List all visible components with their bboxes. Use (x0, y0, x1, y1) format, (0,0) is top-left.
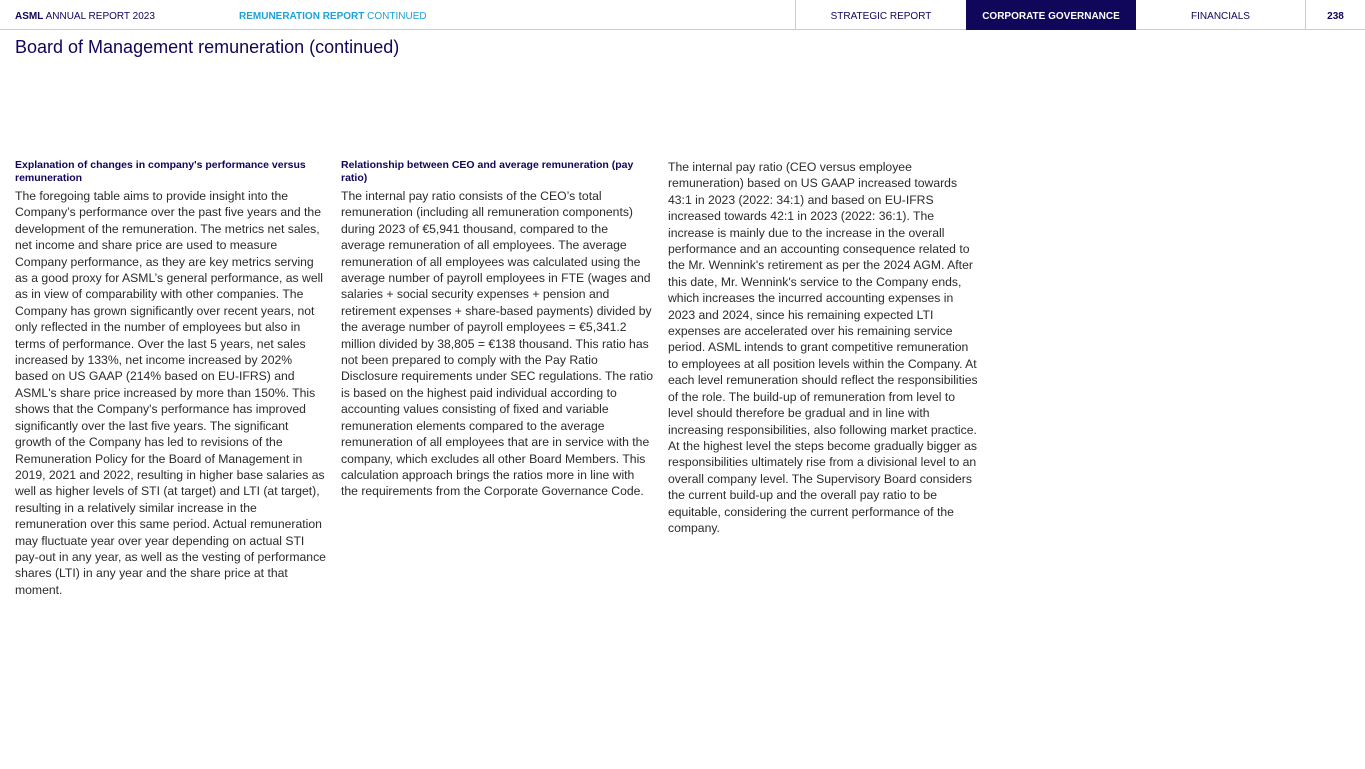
page-number: 238 (1327, 11, 1344, 22)
top-navigation-bar (0, 0, 1365, 30)
column-body: The internal pay ratio consists of the CEO’s total remuneration (including all remuneration components) during 2023 of €5,941 thousand, compared to the average remuneration of all employees. The average remuneration of all employees was calculated using the average number of payroll employees in FTE (wages and salaries + social security expenses + pension and retirement expenses + share-based payments) divided by the average number of payroll employees = €5,341.2 million divided by 38,805 = €138 thousand. This ratio has not been prepared to comply with the Pay Ratio Disclosure requirements under SEC regulations. The ratio is based on the highest paid individual according to accounting values consisting of fixed and variable remuneration elements compared to the average remuneration of all employees that are in service with the company, which excludes all other Board Members. This calculation approach brings the ratios more in line with the requirements from the Corporate Governance Code. (341, 189, 654, 499)
page-title: Board of Management remuneration (continued) (15, 37, 400, 57)
text-column-pay-ratio-continued (668, 159, 981, 536)
report-name: ANNUAL REPORT 2023 (45, 11, 155, 22)
column-heading: Relationship between CEO and average remuneration (pay ratio) (341, 159, 634, 184)
text-column-performance (15, 159, 328, 598)
column-body: The foregoing table aims to provide insight into the Company’s performance over the past five years and the development of the remuneration. The metrics net sales, net income and share price are used to measure Company performance, as they are key metrics serving as a good proxy for ASML’s general performance, as well as in view of comparability with other companies. The Company has grown significantly over recent years, not only reflected in the number of employees but also in terms of performance. Over the last 5 years, net sales increased by 133%, net income increased by 202% based on US GAAP (214% based on EU-IFRS) and ASML's share price increased by more than 150%. This shows that the Company's performance has improved significantly over the last five years. The significant growth of the Company has led to revisions of the Remuneration Policy for the Board of Management in 2019, 2021 and 2022, resulting in higher base salaries as well as higher levels of STI (at target) and LTI (at target), resulting in a relatively similar increase in the remuneration over this same period. Actual remuneration may fluctuate year over year depending on actual STI pay-out in any year, as well as the vesting of performance shares (LTI) in any year and the share price at that moment. (15, 189, 326, 597)
brand-name: ASML (15, 11, 44, 22)
report-title[interactable] (15, 0, 155, 30)
section-breadcrumb (239, 0, 427, 30)
section-continued: CONTINUED (367, 11, 427, 22)
nav-tab-strategic-report[interactable]: STRATEGIC REPORT (795, 0, 966, 30)
section-name: REMUNERATION REPORT (239, 11, 365, 22)
nav-tab-financials[interactable]: FINANCIALS (1136, 0, 1306, 30)
column-heading: Explanation of changes in company's performance versus remuneration (15, 159, 306, 184)
text-column-pay-ratio (341, 159, 654, 500)
column-body: The internal pay ratio (CEO versus employee remuneration) based on US GAAP increased towards 43:1 in 2023 (2022: 34:1) and based on EU-IFRS increased towards 42:1 in 2023 (2022: 36:1). The increase is mainly due to the increase in the overall performance and an accounting consequence related to the Mr. Wennink's retirement as per the 2024 AGM. After this date, Mr. Wennink's service to the Company ends, which increases the incurred accounting expenses in 2023 and 2024, since his remaining expected LTI expenses are accelerated over his remaining service period. ASML intends to grant competitive remuneration to employees at all position levels within the Company. At each level remuneration should reflect the responsibilities of the role. The build-up of remuneration from level to level should therefore be gradual and in line with increasing responsibilities, also following market practice. At the highest level the steps become gradually bigger as responsibilities ultimately rise from a divisional level to an overall company level. The Supervisory Board considers the current build-up and the overall pay ratio to be equitable, considering the current performance of the company. (668, 160, 978, 535)
nav-tab-corporate-governance[interactable]: CORPORATE GOVERNANCE (966, 0, 1136, 30)
